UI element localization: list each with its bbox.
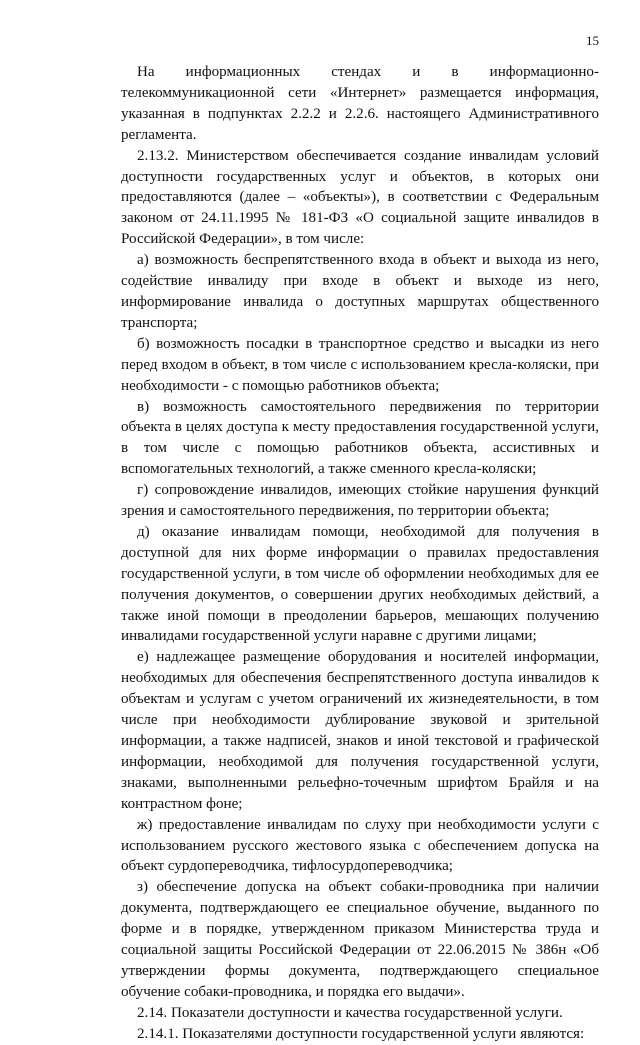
section-2-14-heading: 2.14. Показатели доступности и качества государственной услуги. bbox=[137, 1004, 563, 1021]
paragraph-info-stands: На информационных стендах и в информационно-телекоммуникационной сети «Интернет» размещается информация, указанная в подпунктах 2.2.2 и 2.2.6. настоящего Административного регламента. bbox=[121, 64, 599, 143]
paragraph-2-13-2: 2.13.2. Министерством обеспечивается создание инвалидам условий доступности государственных услуг и объектов, в которых они предоставляются (далее – «объекты»), в соответствии с Федеральным законом от 24.11.1995 № 181-ФЗ «О социальной защите инвалидов в Российской Федерации», в том числе: bbox=[121, 147, 599, 248]
list-item-d: д) оказание инвалидам помощи, необходимой для получения в доступной для них форме информации о правилах предоставления государственной услуги, в том числе об оформлении необходимых для ее получения документов, о совершении других необходимых действий, а также иной помощи в преодолении барьеров, мешающих получению инвалидами государственной услуги наравне с другими лицами; bbox=[121, 523, 599, 645]
paragraph-2-14-1: 2.14.1. Показателями доступности государственной услуги являются: bbox=[137, 1025, 585, 1042]
document-body bbox=[121, 62, 599, 1045]
list-item-b: б) возможность посадки в транспортное средство и высадки из него перед входом в объект, в том числе с использованием кресла-коляски, при необходимости - с помощью работников объекта; bbox=[121, 335, 599, 394]
page-number: 15 bbox=[586, 33, 599, 48]
list-item-g: г) сопровождение инвалидов, имеющих стойкие нарушения функций зрения и самостоятельного передвижения, по территории объекта; bbox=[121, 482, 599, 520]
list-item-a: а) возможность беспрепятственного входа в объект и выхода из него, содействие инвалиду при входе в объект и выходе из него, информирование инвалида о доступных маршрутах общественного транспорта; bbox=[121, 252, 599, 331]
list-item-z: з) обеспечение допуска на объект собаки-проводника при наличии документа, подтверждающего ее специальное обучение, выданного по форме и в порядке, утвержденном приказом Министерства труда и социальной защиты Российской Федерации от 22.06.2015 № 386н «Об утверждении формы документа, подтверждающего специальное обучение собаки-проводника, и порядка его выдачи». bbox=[121, 879, 599, 1000]
list-item-v: в) возможность самостоятельного передвижения по территории объекта в целях доступа к месту предоставления государственной услуги, в том числе с помощью работников объекта, ассистивных и вспомогательных технологий, а также сменного кресла-коляски; bbox=[121, 398, 599, 478]
list-item-zh: ж) предоставление инвалидам по слуху при необходимости услуги с использованием русского жестового языка с обеспечением допуска на объект сурдопереводчика, тифлосурдопереводчика; bbox=[121, 816, 599, 875]
list-item-e: е) надлежащее размещение оборудования и носителей информации, необходимых для обеспечения беспрепятственного доступа инвалидов к объектам и услугам с учетом ограничений их жизнедеятельности, в том числе при необходимости дублирование звуковой и зрительной информации, а также надписей, знаков и иной текстовой и графической информации, необходимой для получения государственной услуги, знаками, выполненными рельефно-точечным шрифтом Брайля и на контрастном фоне; bbox=[121, 649, 599, 812]
